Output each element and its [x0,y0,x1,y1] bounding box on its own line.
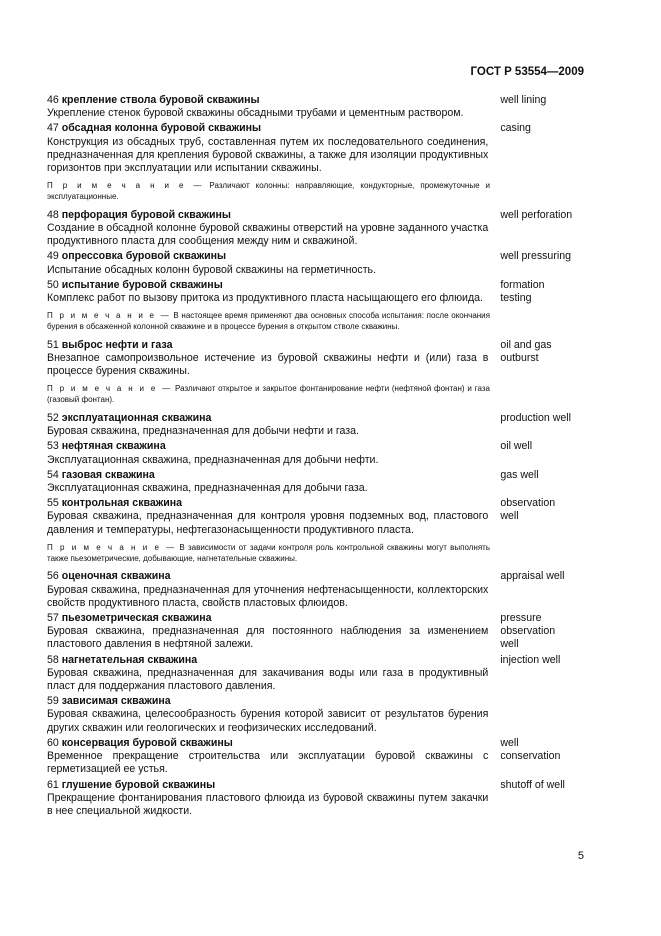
term-main [47,570,488,610]
term-heading [47,654,488,667]
term-definition: Создание в обсадной колонне буровой скважины отверстий на уровне заданного участка продуктивного пласта для сообщения между ним и скважиной. [47,222,489,248]
term-heading [47,779,488,792]
term-number: 60 [47,736,59,749]
term-name: эксплуатационная скважина [61,412,212,425]
term-definition: Конструкция из обсадных труб, составленная путем их последовательного соединения, предназначенная для крепления буровой скважины, а также для изоляции продуктивных горизонтов при эксплуатации или испытании скважины. [47,135,489,175]
term-main [47,695,488,735]
term-name: газовая скважина [61,468,155,481]
term-main [47,209,488,249]
term-name: нефтяная скважина [61,440,166,453]
term-entry [47,570,585,610]
term-entry [47,654,585,694]
note-label: П р и м е ч а н и е — [47,311,171,321]
term-english: production well [500,412,571,425]
term-definition: Эксплуатационная скважина, предназначенная для добычи газа. [47,482,368,495]
term-entry [47,779,585,819]
term-heading [47,570,488,583]
term-number: 47 [47,122,59,135]
term-number: 61 [47,778,59,791]
term-english: gas well [500,468,539,481]
term-entry [47,695,585,735]
term-name: пьезометрическая скважина [61,612,212,625]
term-english [500,695,585,735]
term-number: 57 [47,612,59,625]
term-number: 52 [47,412,59,425]
term-heading [47,250,488,263]
term-main [47,654,488,694]
term-heading [47,469,488,482]
term-english: pressure observation well [500,612,556,651]
note-label: П р и м е ч а н и е — [47,384,173,394]
term-name: выброс нефти и газа [61,338,173,351]
term-number: 53 [47,440,59,453]
term-main [47,469,488,495]
term-english: well conservation [500,736,561,763]
term-main [47,250,488,276]
term-main [47,737,488,777]
term-name: опрессовка буровой скважины [61,250,227,263]
term-number: 59 [47,695,59,708]
term-entry [47,412,585,438]
term-main [47,339,488,379]
term-definition: Внезапное самопроизвольное истечение из буровой скважины нефти и (или) газа в процессе бурения скважины. [47,352,489,378]
term-number: 50 [47,278,59,291]
term-name: перфорация буровой скважины [61,208,231,221]
term-definition: Временное прекращение строительства или эксплуатации буровой скважины с герметизацией ее устья. [47,750,489,776]
term-heading [47,122,488,135]
term-number: 54 [47,468,59,481]
term-heading [47,209,488,222]
term-note [47,384,490,406]
term-heading [47,279,488,292]
term-heading [47,94,488,107]
note-text: В зависимости от задачи контроля роль контрольной скважины могут выполнять также пьезометрические, добывающие, нагнетательные скважины. [47,542,490,563]
note-text: В настоящее время применяют два основных способа испытания: после окончания бурения в обсаженной колонной скважине и в процессе бурения в открытом стволе скважины. [47,311,490,332]
term-entry [47,440,585,466]
term-entry [47,94,585,120]
term-entry [47,250,585,276]
term-english: formation testing [500,278,545,305]
term-definition: Испытание обсадных колонн буровой скважины на герметичность. [47,263,377,276]
term-english: appraisal well [500,570,565,583]
term-name: глушение буровой скважины [61,778,216,791]
term-entry [47,122,585,175]
term-definition: Буровая скважина, предназначенная для добычи нефти и газа. [47,425,359,438]
term-main [47,779,488,819]
term-main [47,279,488,305]
term-name: испытание буровой скважины [61,278,223,291]
note-text: Различают колонны: направляющие, кондукторные, промежуточные и эксплуатационные. [47,181,490,202]
term-english: oil well [500,440,533,453]
term-entry [47,279,585,305]
term-english: injection well [500,653,561,666]
term-number: 58 [47,653,59,666]
page-number: 5 [577,850,584,862]
term-main [47,412,488,438]
term-heading [47,612,488,625]
note-text: Различают открытое и закрытое фонтанирование нефти (нефтяной фонтан) и газа (газовый фонтан). [47,384,490,405]
term-number: 51 [47,338,59,351]
term-name: обсадная колонна буровой скважины [61,122,262,135]
term-name: контрольная скважина [61,497,183,510]
term-number: 48 [47,208,59,221]
term-heading [47,440,488,453]
term-definition: Буровая скважина, предназначенная для закачивания воды или газа в продуктивный пласт для поддержания пластового давления. [47,666,489,693]
note-label: П р и м е ч а н и е — [47,542,177,552]
term-english: oil and gas outburst [500,338,552,365]
term-definition: Эксплуатационная скважина, предназначенная для добычи нефти. [47,453,379,466]
term-entry [47,612,585,652]
term-definition: Прекращение фонтанирования пластового флюида из буровой скважины путем закачки в нее специальной жидкости. [47,791,489,817]
term-main [47,440,488,466]
term-heading [47,497,488,510]
term-name: консервация буровой скважины [61,736,233,749]
term-definition: Буровая скважина, предназначенная для уточнения нефтенасыщенности, коллекторских свойств продуктивного пласта, свойств пластовых флюидов. [47,583,489,609]
standard-header: ГОСТ Р 53554—2009 [470,66,584,78]
term-main [47,94,488,120]
term-english: well pressuring [500,250,571,263]
term-name: оценочная скважина [61,570,171,583]
term-english: well perforation [500,208,573,221]
term-note [47,311,490,333]
term-english: shutoff of well [500,778,565,791]
term-number: 46 [47,94,59,106]
term-english: well lining [500,94,547,106]
term-entry [47,497,585,537]
term-definition: Укрепление стенок буровой скважины обсадными трубами и цементным раствором. [47,107,464,120]
term-main [47,497,488,537]
note-label: П р и м е ч а н и е — [47,181,204,191]
term-entry [47,339,585,379]
term-definition: Буровая скважина, предназначенная для контроля уровня подземных вод, пластового давления и температуры, нефтегазонасыщенности продуктивного пласта. [47,510,489,536]
term-entry [47,469,585,495]
term-heading [47,695,488,708]
term-note [47,181,490,203]
term-main [47,612,488,652]
terms-list [47,94,585,820]
term-name: крепление ствола буровой скважины [61,94,260,106]
term-note [47,543,490,565]
term-definition: Комплекс работ по вызову притока из продуктивного пласта насыщающего его флюида. [47,292,483,305]
term-name: зависимая скважина [61,695,171,708]
term-definition: Буровая скважина, целесообразность бурения которой зависит от результатов бурения других скважин или геологических и геофизических исследований. [47,708,489,734]
term-number: 56 [47,570,59,583]
term-number: 55 [47,497,59,510]
term-entry [47,737,585,777]
term-definition: Буровая скважина, предназначенная для постоянного наблюдения за изменением пластового давления в нефтяной залежи. [47,625,489,651]
term-number: 49 [47,250,59,263]
term-heading [47,339,488,352]
term-english: casing [500,122,531,135]
term-heading [47,412,488,425]
term-name: нагнетательная скважина [61,653,198,666]
term-entry [47,209,585,249]
term-english: observation well [500,497,556,523]
term-main [47,122,488,175]
term-heading [47,737,488,750]
